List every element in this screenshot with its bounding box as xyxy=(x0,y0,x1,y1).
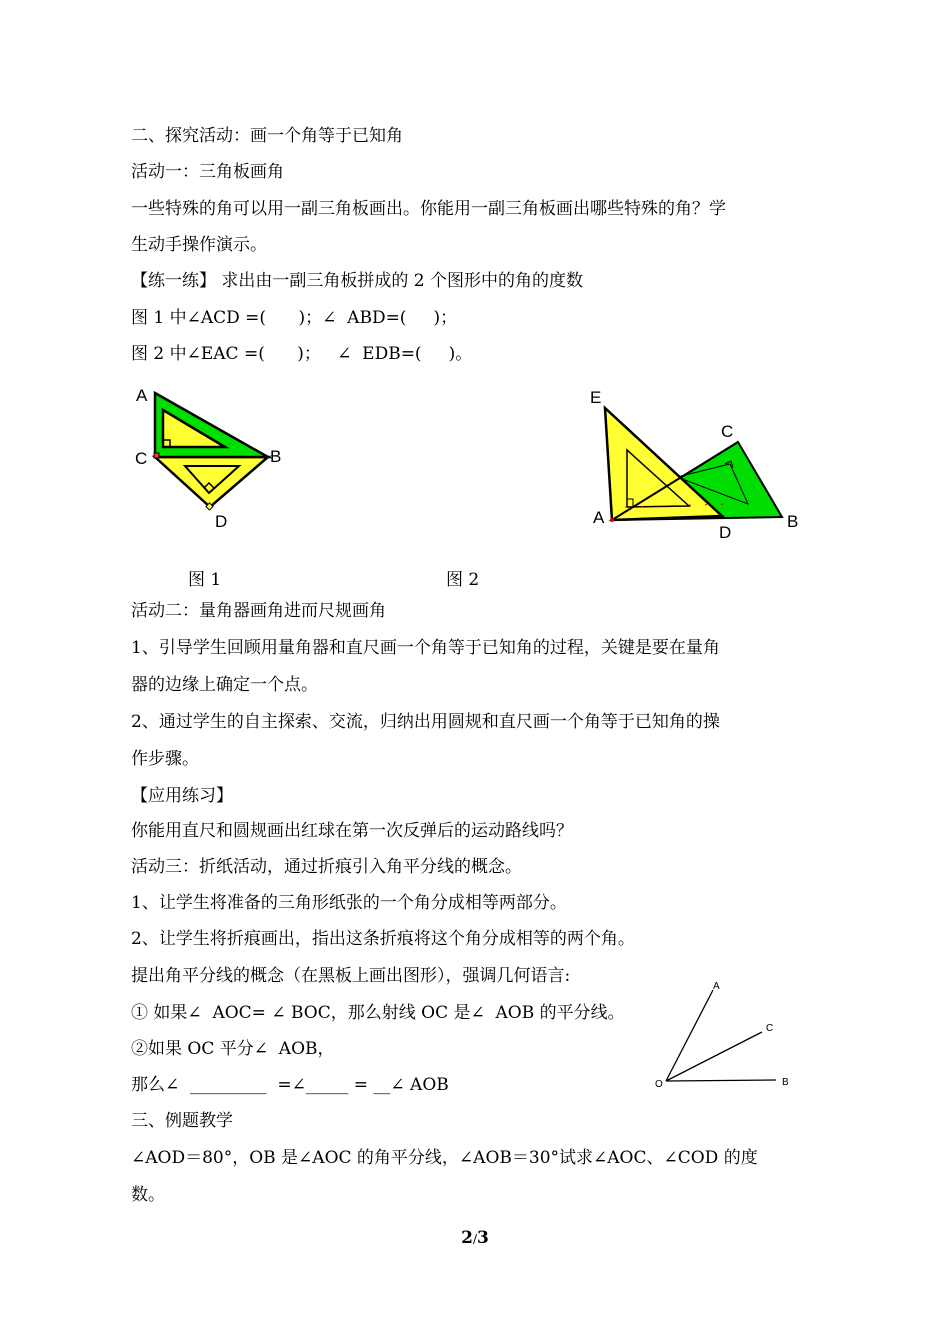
paragraph-line: ②如果 OC 平分∠ AOB， xyxy=(131,1039,335,1059)
point-label-c: C xyxy=(721,422,734,441)
paragraph-line: 你能用直尺和圆规画出红球在第一次反弹后的运动路线吗？ xyxy=(131,821,573,841)
paragraph-line: 1、引导学生回顾用量角器和直尺画一个角等于已知角的过程，关键是要在量角 xyxy=(131,638,720,658)
page-number xyxy=(0,1228,950,1248)
example-problem-line: ∠AOD＝80°，OB 是∠AOC 的角平分线，∠AOB＝30°试求∠AOC、∠COD 的度 xyxy=(131,1148,758,1168)
page-separator: / xyxy=(472,1232,478,1246)
paragraph-line: 作步骤。 xyxy=(131,749,199,769)
ray-label-c: C xyxy=(766,1023,774,1034)
practice-heading: 【练一练】 求出由一副三角板拼成的 2 个图形中的角的度数 xyxy=(131,271,584,291)
paragraph-line: 提出角平分线的概念（在黑板上画出图形），强调几何语言: xyxy=(131,966,571,986)
figure-2-caption: 图 2 xyxy=(446,570,480,590)
point-label-c: C xyxy=(135,449,148,468)
section-heading-examples: 三、例题教学 xyxy=(131,1111,233,1131)
point-label-a: A xyxy=(593,508,605,527)
angle-bisector-diagram xyxy=(650,975,800,1090)
example-problem-line: 数。 xyxy=(131,1185,165,1205)
question-fig1: 图 1 中∠ACD =( )；∠ ABD=( )； xyxy=(131,308,458,328)
fill-in-blank-line: 那么∠ _________ =∠_____ = __∠ AOB xyxy=(131,1075,449,1095)
point-label-d: D xyxy=(719,523,732,542)
paragraph-line: 一些特殊的角可以用一副三角板画出。你能用一副三角板画出哪些特殊的角？学 xyxy=(131,199,726,219)
paragraph-line: 器的边缘上确定一个点。 xyxy=(131,675,318,695)
figure-1-diagram xyxy=(128,380,298,530)
paragraph-line: ① 如果∠ AOC= ∠ BOC，那么射线 OC 是∠ AOB 的平分线。 xyxy=(131,1003,625,1023)
current-page: 2 xyxy=(461,1228,473,1248)
vertex-label-o: O xyxy=(655,1079,663,1090)
point-label-b: B xyxy=(270,447,282,466)
total-pages: 3 xyxy=(477,1228,489,1248)
point-label-d: D xyxy=(215,512,228,530)
point-label-a: A xyxy=(136,386,148,405)
point-label-b: B xyxy=(787,512,799,531)
question-fig2: 图 2 中∠EAC =( )； ∠ EDB=( )。 xyxy=(131,344,473,364)
activity-two-title: 活动二：量角器画角进而尺规画角 xyxy=(131,601,386,621)
figure-1-caption: 图 1 xyxy=(188,570,222,590)
lower-set-square xyxy=(155,457,268,507)
paragraph-line: 生动手操作演示。 xyxy=(131,235,267,255)
point-label-e: E xyxy=(590,388,602,407)
activity-one-title: 活动一：三角板画角 xyxy=(131,162,284,182)
paragraph-line: 2、让学生将折痕画出，指出这条折痕将这个角分成相等的两个角。 xyxy=(131,929,635,949)
paragraph-line: 2、通过学生的自主探索、交流，归纳出用圆规和直尺画一个角等于已知角的操 xyxy=(131,712,720,732)
ray-label-a: A xyxy=(713,981,720,992)
section-heading-exploration: 二、探究活动：画一个角等于已知角 xyxy=(131,126,403,146)
figure-2-diagram xyxy=(585,380,810,545)
ray-label-b: B xyxy=(782,1077,789,1088)
paragraph-line: 1、让学生将准备的三角形纸张的一个角分成相等两部分。 xyxy=(131,893,567,913)
application-practice-heading: 【应用练习】 xyxy=(131,786,233,806)
activity-three-title: 活动三：折纸活动，通过折痕引入角平分线的概念。 xyxy=(131,857,522,877)
